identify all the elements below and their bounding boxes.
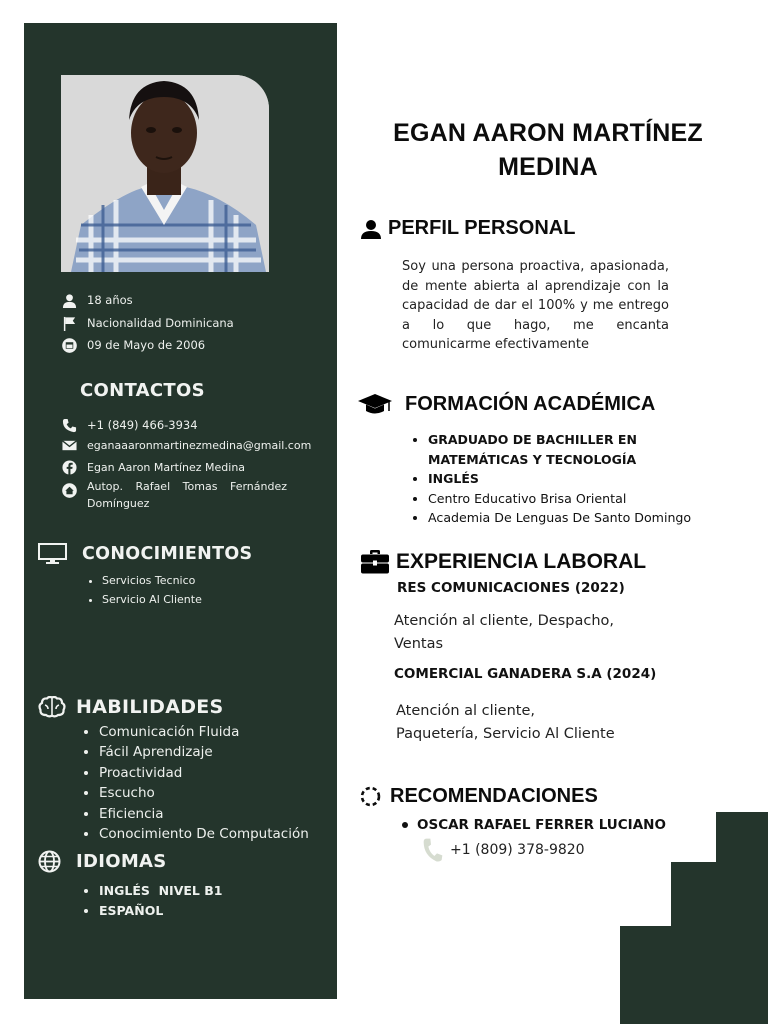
email-row xyxy=(60,436,311,454)
facebook-text[interactable]: Egan Aaron Martínez Medina xyxy=(87,460,246,474)
list-item: • INGLÉS xyxy=(428,469,691,489)
full-name xyxy=(350,116,746,184)
list-item: • Conocimiento De Computación xyxy=(99,824,309,844)
list-item: • Centro Educativo Brisa Oriental xyxy=(428,489,691,509)
job1-desc: Atención al cliente, Despacho, Ventas xyxy=(394,613,614,652)
birthdate-row xyxy=(60,336,205,354)
nationality-row xyxy=(60,314,234,332)
languages-heading-row xyxy=(38,850,167,873)
address-text: Autop. Rafael Tomas Fernández Domínguez xyxy=(87,480,287,510)
skills-heading: HABILIDADES xyxy=(76,696,224,718)
age-text: 18 años xyxy=(87,293,133,307)
references-heading-row xyxy=(359,785,598,808)
graduation-cap-icon xyxy=(357,392,393,416)
monitor-icon xyxy=(38,543,67,565)
profile-text: Soy una persona proactiva, apasionada, de mente abierta al aprendizaje con la capacidad de dar el 100% y me entrego a lo que hago, me encanta comunicarme efectivamente xyxy=(402,259,669,352)
languages-heading: IDIOMAS xyxy=(76,851,167,872)
profile-photo xyxy=(61,75,269,272)
experience-heading: EXPERIENCIA LABORAL xyxy=(396,550,647,573)
globe-icon xyxy=(38,850,61,873)
list-item: • Proactividad xyxy=(99,763,309,783)
reference-phone xyxy=(422,838,585,862)
home-icon xyxy=(60,481,78,499)
list-item: • Fácil Aprendizaje xyxy=(99,742,309,762)
education-heading-row xyxy=(357,392,655,416)
email-icon xyxy=(60,436,78,454)
languages-list xyxy=(81,881,222,921)
bullet-icon xyxy=(402,822,408,828)
profile-heading: PERFIL PERSONAL xyxy=(388,217,576,239)
list-item: • Escucho xyxy=(99,783,309,803)
reference-name-text: OSCAR RAFAEL FERRER LUCIANO xyxy=(417,817,666,833)
person-icon xyxy=(360,219,382,239)
education-list xyxy=(410,430,691,528)
birthdate-text: 09 de Mayo de 2006 xyxy=(87,338,206,352)
list-item: • ESPAÑOL xyxy=(99,901,222,921)
decorative-block xyxy=(620,926,768,1024)
references-heading: RECOMENDACIONES xyxy=(390,785,598,807)
nationality-text: Nacionalidad Dominicana xyxy=(87,316,234,330)
calendar-icon xyxy=(60,336,78,354)
list-item: • Comunicación Fluida xyxy=(99,722,309,742)
refresh-icon xyxy=(359,785,382,808)
person-icon xyxy=(60,291,78,309)
name-line-1: EGAN AARON MARTÍNEZ xyxy=(393,119,703,147)
list-item: • Eficiencia xyxy=(99,804,309,824)
job1-title: RES COMUNICACIONES (2022) xyxy=(397,580,625,596)
briefcase-icon xyxy=(360,550,390,574)
name-line-2: MEDINA xyxy=(498,153,598,181)
list-item: • Servicio Al Cliente xyxy=(102,591,202,610)
experience-heading-row xyxy=(360,550,646,574)
knowledge-heading: CONOCIMIENTOS xyxy=(82,544,253,564)
phone-icon xyxy=(422,838,444,862)
knowledge-list xyxy=(84,572,202,609)
phone-text[interactable]: +1 (849) 466-3934 xyxy=(87,418,198,432)
job2-desc: Atención al cliente, Paquetería, Servicio Al Cliente xyxy=(396,703,615,742)
job2-title: COMERCIAL GANADERA S.A (2024) xyxy=(394,666,657,682)
facebook-icon xyxy=(60,458,78,476)
email-text[interactable]: eganaaaronmartinezmedina@gmail.com xyxy=(87,438,312,452)
list-item: • Servicios Tecnico xyxy=(102,572,202,591)
list-item: • INGLÉS NIVEL B1 xyxy=(99,881,222,901)
profile-heading-row xyxy=(360,217,575,240)
reference-name xyxy=(402,817,666,833)
contacts-heading: CONTACTOS xyxy=(80,380,205,401)
age-row xyxy=(60,291,133,309)
flag-icon xyxy=(60,314,78,332)
education-heading: FORMACIÓN ACADÉMICA xyxy=(405,392,656,415)
brain-icon xyxy=(38,696,66,718)
list-item: • GRADUADO DE BACHILLER EN MATEMÁTICAS Y TECNOLOGÍA xyxy=(428,430,668,469)
skills-heading-row xyxy=(38,696,224,718)
facebook-row xyxy=(60,458,245,476)
phone-icon xyxy=(60,416,78,434)
address-icon-row xyxy=(60,481,87,499)
skills-list xyxy=(81,722,309,844)
sidebar xyxy=(24,23,337,999)
knowledge-heading-row xyxy=(38,543,252,565)
phone-row xyxy=(60,416,198,434)
reference-phone-text[interactable]: +1 (809) 378-9820 xyxy=(450,842,585,858)
list-item: • Academia De Lenguas De Santo Domingo xyxy=(428,508,691,528)
